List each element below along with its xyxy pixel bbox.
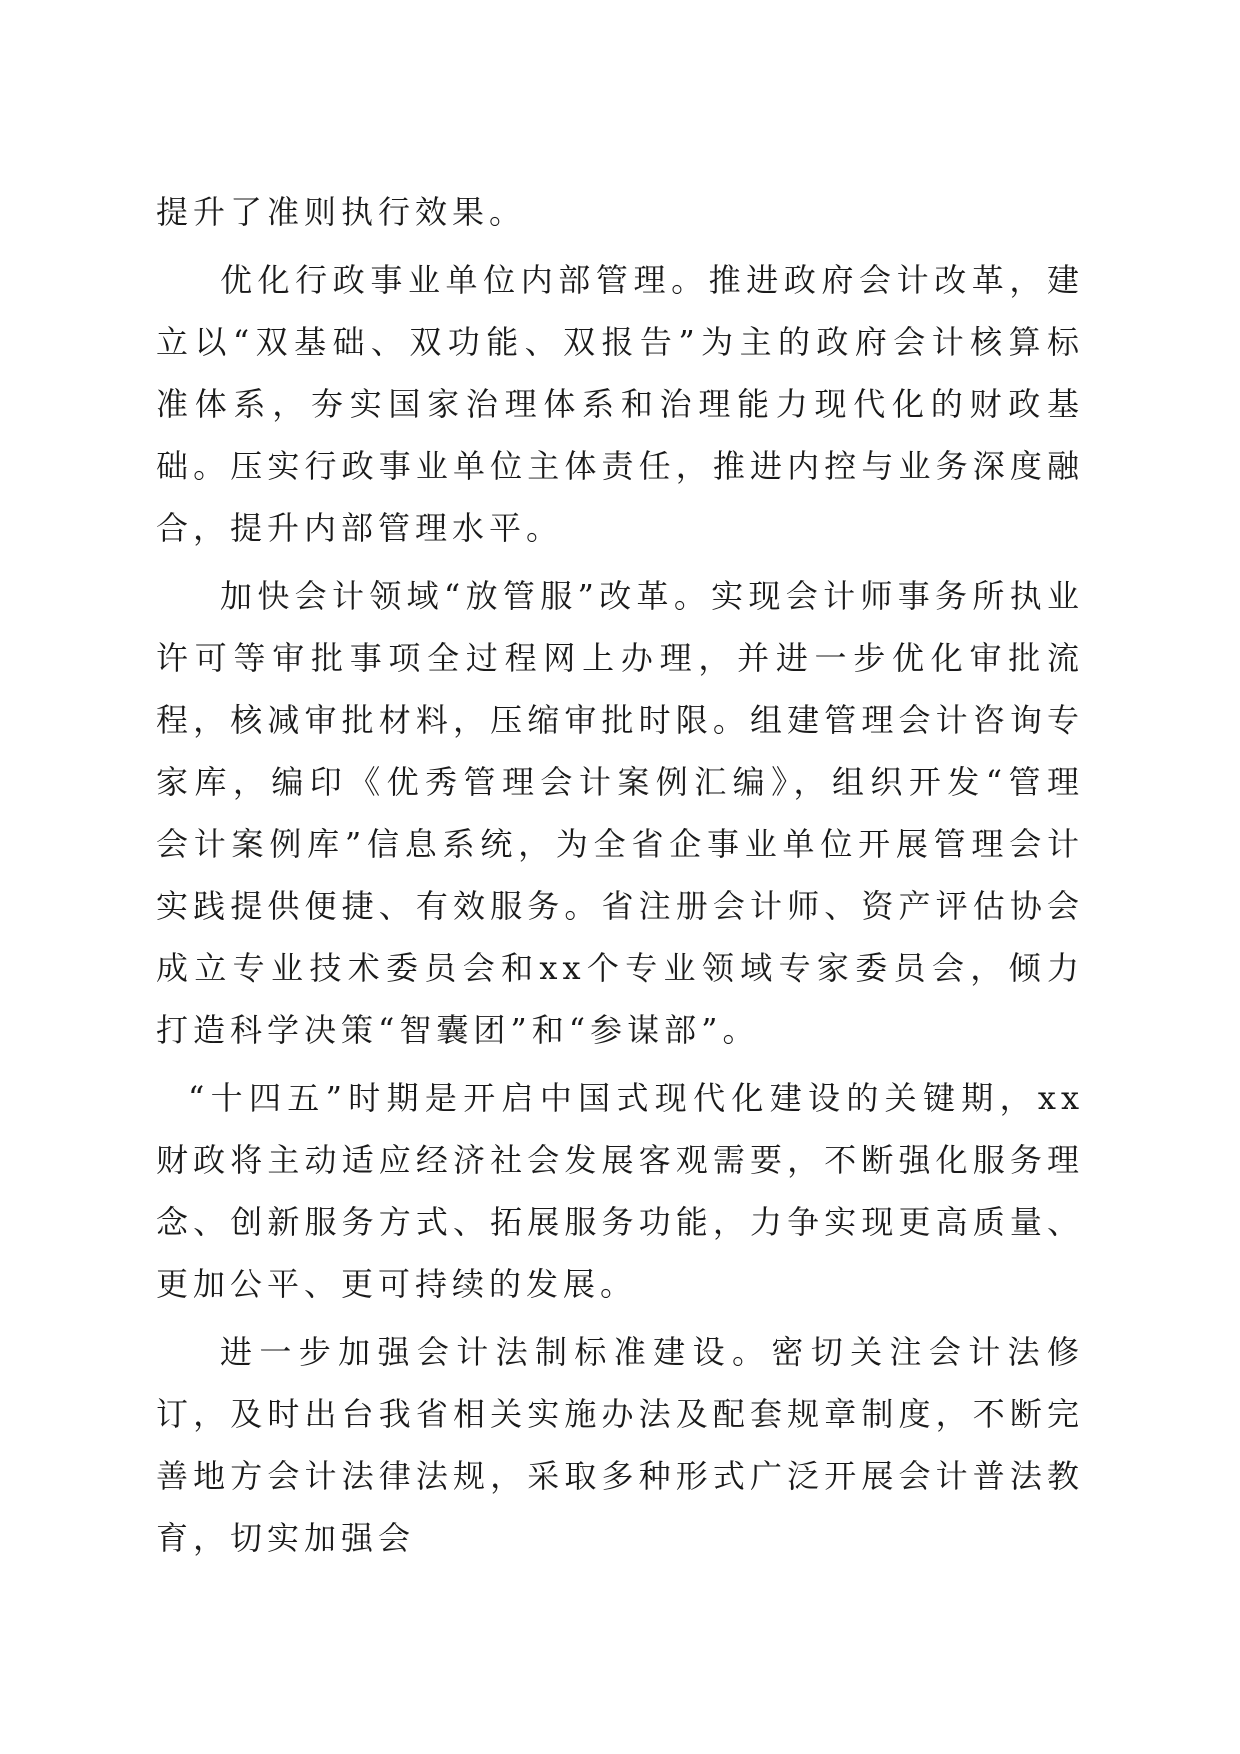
paragraph-reform: 加快会计领域“放管服”改革。实现会计师事务所执业许可等审批事项全过程网上办理，并进一步优化审批流程，核减审批材料，压缩审批时限。组建管理会计咨询专家库，编印《优秀管理会计案例汇编》，组织开发“管理会计案例库”信息系统，为全省企事业单位开展管理会计实践提供便捷、有效服务。省注册会计师、资产评估协会成立专业技术委员会和xx个专业领域专家委员会，倾力打造科学决策“智囊团”和“参谋部”。 [156,577,1084,1049]
paragraph-fourteenth-five-year: “十四五”时期是开启中国式现代化建设的关键期，xx财政将主动适应经济社会发展客观需要，不断强化服务理念、创新服务方式、拓展服务功能，力争实现更高质量、更加公平、更可持续的发展。 [156,1079,1084,1303]
paragraph-continuation: 提升了准则执行效果。 [156,193,527,231]
paragraph-internal-management: 优化行政事业单位内部管理。推进政府会计改革，建立以“双基础、双功能、双报告”为主的政府会计核算标准体系，夯实国家治理体系和治理能力现代化的财政基础。压实行政事业单位主体责任，推进内控与业务深度融合，提升内部管理水平。 [156,261,1084,547]
paragraph-legal-standards: 进一步加强会计法制标准建设。密切关注会计法修订，及时出台我省相关实施办法及配套规章制度，不断完善地方会计法律法规，采取多种形式广泛开展会计普法教育，切实加强会 [156,1333,1084,1557]
document-body [156,181,1084,1569]
